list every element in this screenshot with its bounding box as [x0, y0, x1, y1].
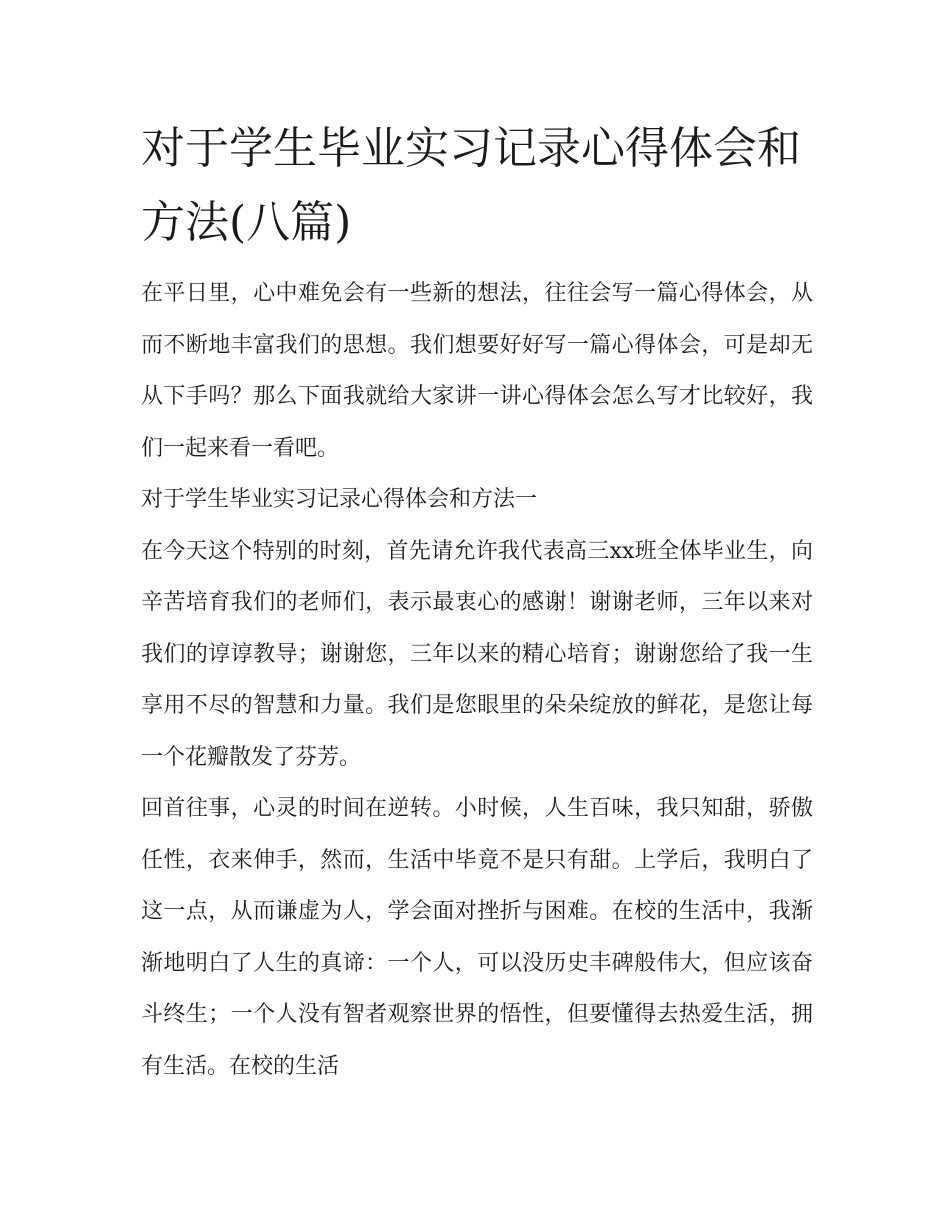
section-heading: 对于学生毕业实习记录心得体会和方法一 — [141, 487, 538, 512]
document-title: 对于学生毕业实习记录心得体会和方法(八篇) — [141, 123, 801, 248]
body-paragraph: 在今天这个特别的时刻，首先请允许我代表高三xx班全体毕业生，向辛苦培育我们的老师们，表示最衷心的感谢！谢谢老师，三年以来对我们的谆谆教导；谢谢您，三年以来的精心培育；谢谢您给了我一生享用不尽的智慧和力量。我们是您眼里的朵朵绽放的鲜花，是您让每一个花瓣散发了芬芳。 — [141, 538, 813, 770]
document-body — [141, 112, 813, 1092]
body-paragraph: 回首往事，心灵的时间在逆转。小时候，人生百味，我只知甜，骄傲任性，衣来伸手，然而，生活中毕竟不是只有甜。上学后，我明白了这一点，从而谦虚为人，学会面对挫折与困难。在校的生活中，我渐渐地明白了人生的真谛：一个人，可以没历史丰碑般伟大，但应该奋斗终生；一个人没有智者观察世界的悟性，但要懂得去热爱生活，拥有生活。在校的生活 — [141, 796, 813, 1079]
intro-paragraph: 在平日里，心中难免会有一些新的想法，往往会写一篇心得体会，从而不断地丰富我们的思想。我们想要好好写一篇心得体会，可是却无从下手吗？那么下面我就给大家讲一讲心得体会怎么写才比较好，我们一起来看一看吧。 — [141, 281, 813, 461]
